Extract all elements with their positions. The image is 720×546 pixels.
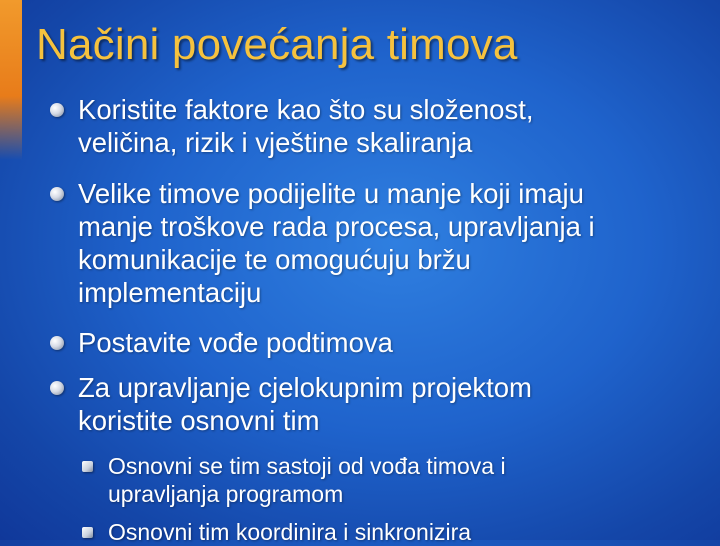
bullet-line: Osnovni se tim sastoji od vođa timova i [108,453,506,479]
bullet-line: komunikacije te omogućuju bržu [78,244,471,275]
bullet-icon [50,381,64,395]
sub-bullet-item [108,452,708,508]
bullet-line: Za upravljanje cjelokupnim projektom [78,372,532,403]
accent-bar [0,0,22,160]
bullet-line: manje troškove rada procesa, upravljanja i [78,211,595,242]
bullet-line: Velike timove podijelite u manje koji imaju [78,178,584,209]
bullet-item [78,177,708,309]
sub-bullet-icon [82,461,93,472]
sub-bullet-icon [82,527,93,538]
bullet-line: Postavite vođe podtimova [78,327,393,358]
bullet-item [78,371,708,437]
bullet-item [78,326,708,359]
bullet-icon [50,103,64,117]
sub-bullet-item [108,518,708,546]
bullet-line: veličina, rizik i vještine skaliranja [78,127,473,158]
bullet-icon [50,336,64,350]
bullet-line: Osnovni tim koordinira i sinkronizira [108,519,472,545]
slide-title: Načini povećanja timova [36,20,518,69]
bullet-item [78,93,708,159]
bullet-line: upravljanja programom [108,481,344,507]
bullet-line: koristite osnovni tim [78,405,320,436]
bullet-line: Koristite faktore kao što su složenost, [78,94,534,125]
bullet-line: implementaciju [78,277,262,308]
bullet-icon [50,187,64,201]
